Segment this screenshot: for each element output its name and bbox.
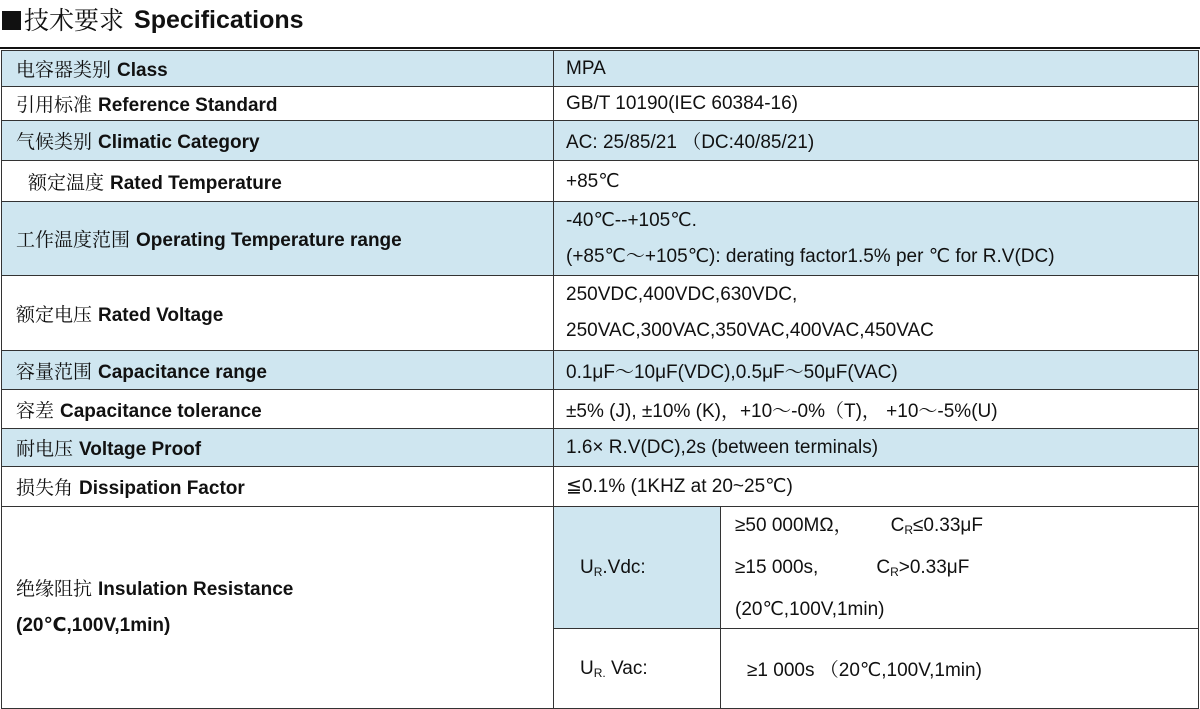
specifications-table xyxy=(1,50,1199,709)
table-row xyxy=(2,507,1199,629)
row-value-dissipation-factor: ≦0.1% (1KHZ at 20~25℃) xyxy=(554,467,1199,507)
row-label-voltage-proof: 耐电压 Voltage Proof xyxy=(2,429,554,467)
table-row xyxy=(2,121,1199,161)
insulation-dc-line-3: (20℃,100V,1min) xyxy=(735,599,885,620)
operating-temperature-line-1: -40℃--+105℃. xyxy=(566,209,697,231)
row-value-rated-temperature: +85℃ xyxy=(554,161,1199,202)
rated-voltage-line-1: 250VDC,400VDC,630VDC, xyxy=(566,284,798,305)
row-label-operating-temperature: 工作温度范围 Operating Temperature range xyxy=(2,202,554,276)
insulation-conditions: (20℃,100V,1min) xyxy=(16,615,171,636)
insulation-dc-values xyxy=(721,507,1199,629)
insulation-dc-line-2: ≥15 000s, $C_R>0.33\mu F$ xyxy=(735,557,970,579)
row-label-rated-voltage: 额定电压 Rated Voltage xyxy=(2,276,554,351)
row-value-climatic-category: AC: 25/85/21 （DC:40/85/21) xyxy=(554,121,1199,161)
row-value-voltage-proof: 1.6× R.V(DC),2s (between terminals) xyxy=(554,429,1199,467)
square-bullet-icon xyxy=(2,11,21,30)
heading-chinese: 技术要求 xyxy=(24,5,125,35)
row-label-class: 电容器类别 Class xyxy=(2,51,554,87)
row-label-rated-temperature: 额定温度 Rated Temperature xyxy=(2,161,554,202)
row-label-insulation-resistance: 绝缘阻抗 Insulation Resistance (20℃,100V,1min) xyxy=(2,507,554,709)
row-value-capacitance-tolerance: ±5% (J), ±10% (K)，+10～-0%（T)， +10～-5%(U) xyxy=(554,390,1199,429)
row-label-dissipation-factor: 损失角 Dissipation Factor xyxy=(2,467,554,507)
heading-rule xyxy=(0,47,1200,49)
row-label-capacitance-range: 容量范围 Capacitance range xyxy=(2,351,554,390)
table-row xyxy=(2,467,1199,507)
row-label-capacitance-tolerance: 容差 Capacitance tolerance xyxy=(2,390,554,429)
row-label-reference-standard: 引用标准 Reference Standard xyxy=(2,87,554,121)
insulation-ac-condition: $U_{R.}$ Vac: xyxy=(554,629,721,709)
row-label-climatic-category: 气候类别 Climatic Category xyxy=(2,121,554,161)
row-value-reference-standard: GB/T 10190(IEC 60384-16) xyxy=(554,87,1199,121)
table-row xyxy=(2,276,1199,351)
table-row xyxy=(2,390,1199,429)
row-value-operating-temperature xyxy=(554,202,1199,276)
row-value-rated-voltage xyxy=(554,276,1199,351)
table-row xyxy=(2,51,1199,87)
table-row xyxy=(2,87,1199,121)
page-heading xyxy=(0,0,1200,40)
rated-voltage-line-2: 250VAC,300VAC,350VAC,400VAC,450VAC xyxy=(566,320,934,341)
insulation-dc-condition: $U_R.Vdc$: xyxy=(554,507,721,629)
row-value-class: MPA xyxy=(554,51,1199,87)
table-row xyxy=(2,429,1199,467)
table-row xyxy=(2,351,1199,390)
operating-temperature-line-2: (+85℃～+105℃): derating factor1.5% per ℃ for R.V(DC) xyxy=(566,245,1055,267)
heading-english: Specifications xyxy=(134,5,304,34)
insulation-ac-value: ≥1 000s （20℃,100V,1min) xyxy=(721,629,1199,709)
table-row xyxy=(2,161,1199,202)
insulation-dc-line-1: ≥50 000MΩ， $C_R\le 0.33\mu F$ xyxy=(735,515,983,537)
table-row xyxy=(2,202,1199,276)
row-value-capacitance-range: 0.1μF～10μF(VDC),0.5μF～50μF(VAC) xyxy=(554,351,1199,390)
